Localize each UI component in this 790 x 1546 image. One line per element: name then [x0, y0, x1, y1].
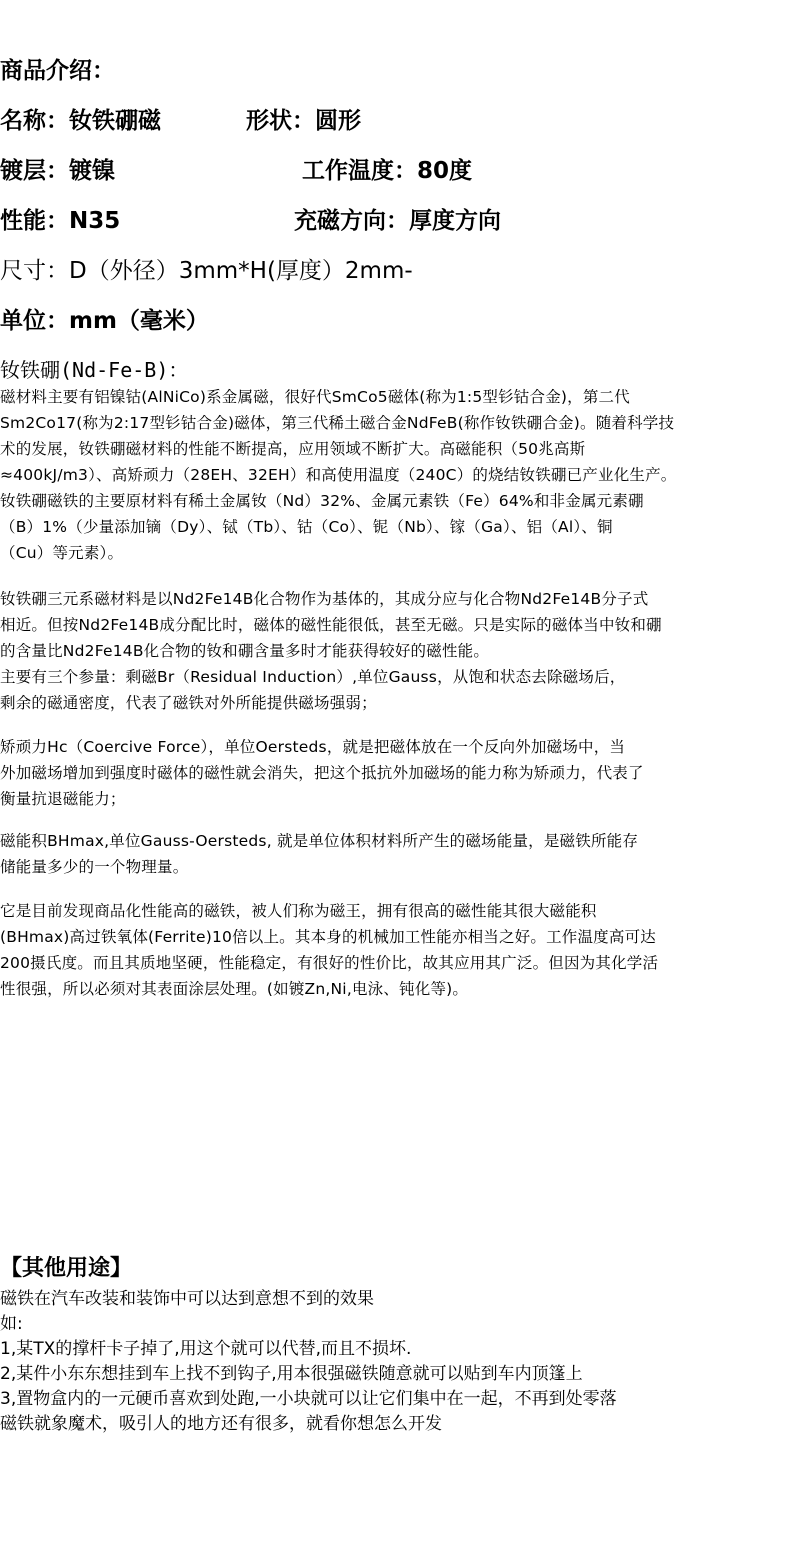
other-uses-line: 如: [0, 1314, 23, 1334]
paragraph-line: 性很强，所以必须对其表面涂层处理。(如镀Zn,Ni,电泳、钝化等)。 [0, 980, 469, 998]
other-uses-line: 2,某件小东东想挂到车上找不到钩子,用本很强磁铁随意就可以贴到车内顶篷上 [0, 1364, 583, 1384]
paragraph-line: 剩余的磁通密度，代表了磁铁对外所能提供磁场强弱； [0, 694, 377, 712]
other-uses-line: 磁铁在汽车改装和装饰中可以达到意想不到的效果 [0, 1289, 374, 1309]
paragraph-line: 200摄氏度。而且其质地坚硬，性能稳定，有很好的性价比，故其应用其广泛。但因为其化学活 [0, 954, 659, 972]
spec-shape: 形状：圆形 [246, 108, 361, 134]
paragraph-line: 衡量抗退磁能力； [0, 790, 126, 808]
paragraph-line: 磁能积BHmax,单位Gauss-Oersteds, 就是单位体积材料所产生的磁场能量，是磁铁所能存 [0, 832, 639, 850]
ndfeb-paragraph-5 [0, 898, 790, 1002]
other-uses-title: 【其他用途】 [0, 1256, 133, 1281]
spec-magnetization-direction: 充磁方向：厚度方向 [294, 208, 501, 234]
spec-temperature: 工作温度：80度 [302, 158, 473, 184]
paragraph-line: Sm2Co17(称为2:17型钐钴合金)磁体，第三代稀土磁合金NdFeB(称作钕铁硼合金)。随着科学技 [0, 414, 675, 432]
paragraph-line: (BHmax)高过铁氧体(Ferrite)10倍以上。其本身的机械加工性能亦相当之好。工作温度高可达 [0, 928, 656, 946]
ndfeb-paragraph-2 [0, 586, 790, 716]
paragraph-line: ≈400kJ/m3）、高矫顽力（28EH、32EH）和高使用温度（240C）的烧结钕铁硼已产业化生产。 [0, 466, 677, 484]
paragraph-line: 主要有三个参量：剩磁Br（Residual Induction）,单位Gauss，从饱和状态去除磁场后， [0, 668, 626, 686]
ndfeb-paragraph-3 [0, 734, 790, 812]
paragraph-line: 矫顽力Hc（Coercive Force），单位Oersteds，就是把磁体放在一个反向外加磁场中，当 [0, 738, 626, 756]
paragraph-line: （B）1%（少量添加镝（Dy）、铽（Tb）、钴（Co）、铌（Nb）、镓（Ga）、铝（Al）、铜 [0, 518, 613, 536]
other-uses-line: 3,置物盒内的一元硬币喜欢到处跑,一小块就可以让它们集中在一起，不再到处零落 [0, 1389, 617, 1409]
spec-name: 名称：钕铁硼磁 [0, 108, 161, 134]
spec-coating: 镀层：镀镍 [0, 158, 115, 184]
ndfeb-paragraph-4 [0, 828, 790, 880]
spec-performance: 性能：N35 [0, 208, 121, 234]
paragraph-line: 外加磁场增加到强度时磁体的磁性就会消失，把这个抵抗外加磁场的能力称为矫顽力，代表了 [0, 764, 644, 782]
ndfeb-heading: 钕铁硼(Nd-Fe-B)： [0, 358, 189, 382]
paragraph-line: 的含量比Nd2Fe14B化合物的钕和硼含量多时才能获得较好的磁性能。 [0, 642, 490, 660]
paragraph-line: 相近。但按Nd2Fe14B成分配比时，磁体的磁性能很低，甚至无磁。只是实际的磁体当中钕和硼 [0, 616, 662, 634]
paragraph-line: 钕铁硼磁铁的主要原材料有稀土金属钕（Nd）32%、金属元素铁（Fe）64%和非金属元素硼 [0, 492, 644, 510]
paragraph-line: 储能量多少的一个物理量。 [0, 858, 189, 876]
ndfeb-paragraph-1 [0, 384, 790, 566]
spec-size: 尺寸：D（外径）3mm*H(厚度）2mm- [0, 258, 413, 284]
intro-title: 商品介绍： [0, 58, 115, 84]
spec-unit: 单位：mm（毫米） [0, 308, 209, 334]
paragraph-line: 钕铁硼三元系磁材料是以Nd2Fe14B化合物作为基体的，其成分应与化合物Nd2Fe14B分子式 [0, 590, 649, 608]
paragraph-line: （Cu）等元素）。 [0, 544, 124, 562]
other-uses-line: 磁铁就象魔术，吸引人的地方还有很多，就看你想怎么开发 [0, 1414, 442, 1434]
paragraph-line: 术的发展，钕铁硼磁材料的性能不断提高，应用领域不断扩大。高磁能积（50兆高斯 [0, 440, 586, 458]
paragraph-line: 它是目前发现商品化性能高的磁铁，被人们称为磁王，拥有很高的磁性能其很大磁能积 [0, 902, 597, 920]
other-uses-line: 1,某TX的撑杆卡子掉了,用这个就可以代替,而且不损坏. [0, 1339, 412, 1359]
paragraph-line: 磁材料主要有铝镍钴(AlNiCo)系金属磁，很好代SmCo5磁体(称为1:5型钐钴合金)，第二代 [0, 388, 630, 406]
